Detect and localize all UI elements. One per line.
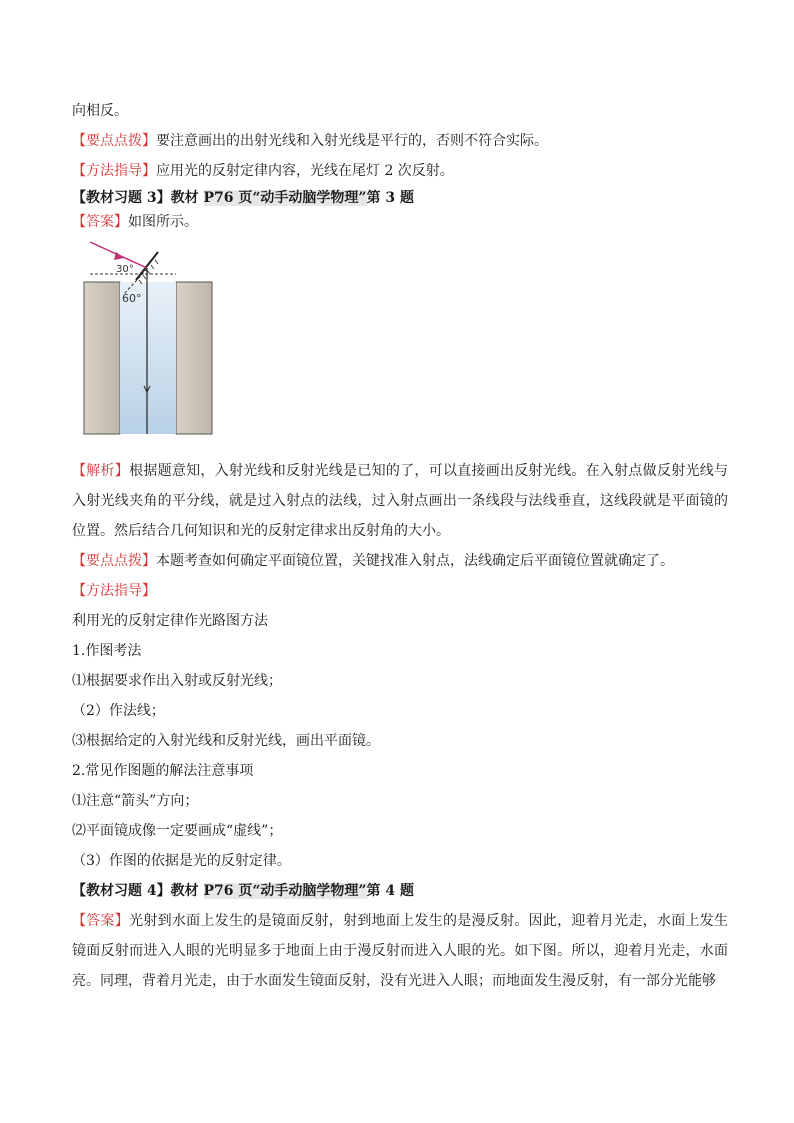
exercise-4-heading (72, 876, 728, 906)
method-2-line: （2）作法线； (72, 703, 165, 719)
exercise-3-source: P76 页“动手动脑学物理” (203, 190, 367, 206)
method-line (72, 156, 728, 186)
method-2-line: （3）作图的依据是光的反射定律。 (72, 853, 291, 869)
method-text: 应用光的反射定律内容，光线在尾灯 2 次反射。 (156, 163, 454, 179)
key-point-line (72, 126, 728, 156)
right-wall (176, 282, 212, 434)
key-point-2-text: 本题考查如何确定平面镜位置，关键找准入射点，法线确定后平面镜位置就确定了。 (156, 553, 674, 569)
page-content (72, 96, 728, 996)
exercise-4-source: P76 页“动手动脑学物理” (203, 883, 367, 899)
method-2-line: 2.常见作图题的解法注意事项 (72, 763, 254, 779)
angle-label-30: 30° (116, 264, 134, 275)
key-point-text: 要注意画出的出射光线和入射光线是平行的，否则不符合实际。 (156, 133, 548, 149)
method-2-tag: 【方法指导】 (72, 583, 156, 599)
exercise-3-label: 【教材习题 3】教材 (72, 190, 204, 206)
exercise-3-number: 第 3 题 (366, 190, 414, 206)
method-2-line: ⑵平面镜成像一定要画成“虚线”； (72, 823, 283, 839)
method-2-line: ⑶根据给定的入射光线和反射光线，画出平面镜。 (72, 733, 380, 749)
method-tag: 【方法指导】 (72, 163, 156, 179)
key-point-2-tag: 【要点点拨】 (72, 553, 156, 569)
exercise-4-number: 第 4 题 (366, 883, 414, 899)
method-2-line: ⑴根据要求作出入射或反射光线； (72, 673, 282, 689)
angle-label-60: 60° (122, 292, 142, 305)
method-2-line: ⑴注意“箭头”方向； (72, 793, 199, 809)
answer-3-text: 如图所示。 (128, 214, 198, 230)
left-wall (84, 282, 120, 434)
exercise-4-label: 【教材习题 4】教材 (72, 883, 204, 899)
answer-4-text: 光射到水面上发生的是镜面反射，射到地面上发生的是漫反射。因此，迎着月光走，水面上发生镜面反射而进入人眼的光明显多于地面上由于漫反射而进入人眼的光。如下图。所以，迎着月光走，水面亮。同理，背着月光走，由于水面发生镜面反射，没有光进入人眼；而地面发生漫反射，有一部分光能够 (72, 913, 729, 989)
mirror-figure (72, 240, 222, 440)
answer-4-paragraph (72, 906, 728, 996)
key-point-2-line (72, 546, 728, 576)
method-2-line: 1.作图考法 (72, 643, 142, 659)
answer-4-tag: 【答案】 (72, 913, 130, 929)
analysis-tag: 【解析】 (72, 463, 130, 479)
answer-3-tag: 【答案】 (72, 214, 128, 230)
text-line: 向相反。 (72, 103, 128, 119)
answer-3-line (72, 210, 728, 234)
analysis-text: 根据题意知，入射光线和反射光线是已知的了，可以直接画出反射光线。在入射点做反射光线与入射光线夹角的平分线，就是过入射点的法线，过入射点画出一条线段与法线垂直，这线段就是平面镜的位置。然后结合几何知识和光的反射定律求出反射角的大小。 (72, 463, 729, 539)
well-reflection-diagram (72, 240, 222, 440)
analysis-paragraph (72, 456, 728, 546)
exercise-3-heading (72, 186, 728, 210)
method-2-line: 利用光的反射定律作光路图方法 (72, 613, 268, 629)
key-point-tag: 【要点点拨】 (72, 133, 156, 149)
